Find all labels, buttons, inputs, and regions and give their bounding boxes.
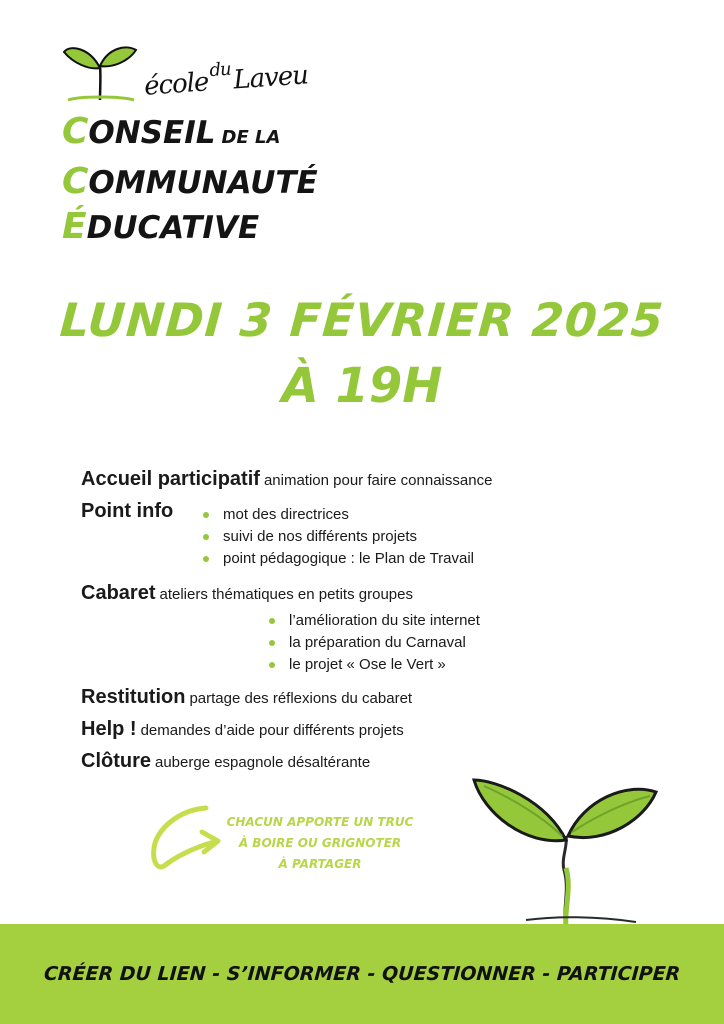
bullet-icon <box>269 640 275 646</box>
list-item <box>269 610 480 632</box>
note-line-2: À BOIRE OU GRIGNOTER <box>238 836 402 850</box>
council-line-1 <box>62 110 318 160</box>
bullet-icon <box>203 556 209 562</box>
list-item-text: point pédagogique : le Plan de Travail <box>223 550 475 567</box>
agenda-label: Point info <box>81 500 174 522</box>
council-small-words: DE LA <box>221 127 281 148</box>
footer-tagline: CRÉER DU LIEN - S’INFORMER - QUESTIONNER - PARTICIPER <box>43 963 681 985</box>
note-line-1: CHACUN APPORTE UN TRUC <box>226 815 414 829</box>
agenda-desc: ateliers thématiques en petits groupes <box>159 586 413 603</box>
council-word-2: OMMUNAUTÉ <box>88 165 318 201</box>
sprout-illustration-icon <box>466 770 666 930</box>
school-name <box>143 60 309 101</box>
agenda-desc: auberge espagnole désaltérante <box>155 754 371 771</box>
agenda-item-point-info <box>81 500 681 582</box>
sprout-logo-icon <box>60 40 140 104</box>
agenda-desc: animation pour faire connaissance <box>263 472 493 489</box>
agenda-item-restitution <box>81 686 681 718</box>
bullet-icon <box>269 618 275 624</box>
council-initial-1: C <box>62 111 89 152</box>
council-title <box>62 110 318 250</box>
council-initial-2: C <box>62 161 89 202</box>
list-item-text: l’amélioration du site internet <box>289 612 480 629</box>
council-initial-3: É <box>62 206 87 247</box>
bullet-icon <box>203 512 209 518</box>
list-item <box>203 548 474 570</box>
agenda <box>81 468 681 782</box>
bullet-icon <box>269 662 275 668</box>
bring-something-note <box>148 802 428 882</box>
agenda-desc: partage des réflexions du cabaret <box>189 690 413 707</box>
list-item <box>269 654 480 676</box>
school-name-part1: école <box>143 67 210 102</box>
note-text <box>220 812 420 875</box>
note-line-3: À PARTAGER <box>278 857 362 871</box>
list-item <box>203 504 474 526</box>
agenda-item-cabaret <box>81 582 681 686</box>
footer-banner <box>0 924 724 1024</box>
list-item-text: suivi de nos différents projets <box>223 528 417 545</box>
council-line-2 <box>62 160 318 205</box>
list-item-text: le projet « Ose le Vert » <box>289 656 446 673</box>
council-word-1: ONSEIL <box>88 115 216 151</box>
bullet-icon <box>203 534 209 540</box>
list-item <box>203 526 474 548</box>
cabaret-list <box>269 610 480 676</box>
agenda-label: Clôture <box>81 750 151 772</box>
list-item-text: la préparation du Carnaval <box>289 634 466 651</box>
event-time: À 19H <box>281 358 443 414</box>
event-date: LUNDI 3 FÉVRIER 2025 <box>58 293 666 347</box>
agenda-label: Cabaret <box>81 582 156 604</box>
school-logo <box>60 40 318 247</box>
list-item <box>269 632 480 654</box>
event-date-block <box>0 290 724 416</box>
agenda-label: Restitution <box>81 686 186 708</box>
list-item-text: mot des directrices <box>223 506 349 523</box>
curved-arrow-icon <box>148 802 228 874</box>
school-name-part3: Laveu <box>232 60 309 96</box>
council-line-3 <box>62 205 318 250</box>
agenda-label: Help ! <box>81 718 137 740</box>
school-name-part2: du <box>208 58 232 82</box>
agenda-item-help <box>81 718 681 750</box>
agenda-label: Accueil participatif <box>81 468 260 490</box>
point-info-list <box>203 504 474 570</box>
agenda-item-accueil <box>81 468 681 500</box>
council-word-3: DUCATIVE <box>86 210 260 246</box>
agenda-desc: demandes d’aide pour différents projets <box>140 722 404 739</box>
